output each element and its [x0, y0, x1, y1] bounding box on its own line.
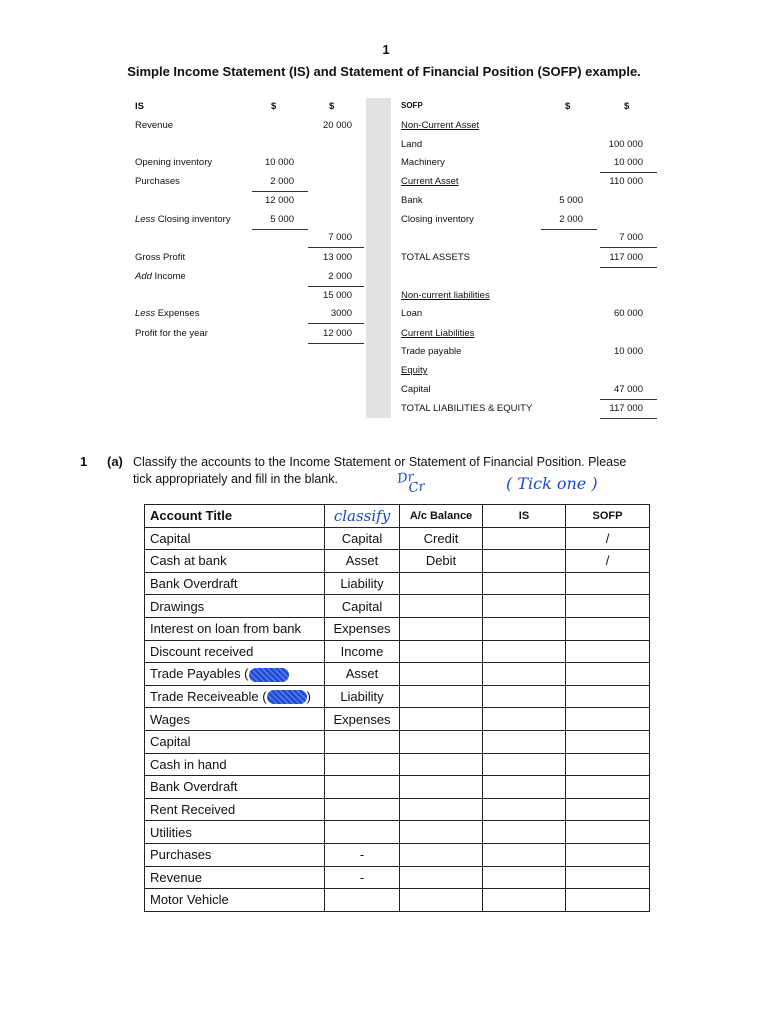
is-cell[interactable]: [483, 640, 566, 663]
sofp-text: /: [605, 553, 610, 569]
sofp-closing-inventory-value: 2 000: [559, 214, 583, 225]
account-title-text: Motor Vehicle: [150, 892, 229, 908]
is-rule: [308, 343, 364, 344]
sofp-tle-value: 117 000: [609, 403, 643, 414]
sofp-loan-label: Loan: [401, 308, 423, 319]
classify-text: -: [359, 847, 365, 863]
balance-cell[interactable]: [400, 617, 483, 640]
balance-cell[interactable]: [400, 663, 483, 686]
classify-cell[interactable]: [325, 708, 400, 731]
classify-cell[interactable]: [325, 527, 400, 550]
is-expenses-value: 3000: [330, 308, 352, 319]
is-less-word: Less: [135, 214, 156, 225]
table-header-row: [145, 505, 650, 528]
balance-cell[interactable]: [400, 550, 483, 573]
classify-text: Expenses: [333, 711, 391, 727]
account-title-cell: [145, 685, 325, 708]
sofp-capital-label: Capital: [401, 384, 431, 395]
sofp-nca-total: 110 000: [609, 176, 643, 187]
table-row: [145, 595, 650, 618]
sofp-cell[interactable]: [566, 708, 650, 731]
sofp-cell[interactable]: [566, 595, 650, 618]
is-rule: [252, 229, 308, 230]
account-title-cell: [145, 798, 325, 821]
is-heading: IS: [135, 101, 144, 112]
is-closing-inventory-value: 5 000: [270, 214, 294, 225]
sofp-ncl-label: Non-current liabilities: [401, 290, 490, 301]
sofp-bank-label: Bank: [401, 195, 423, 206]
sofp-trade-payable-label: Trade payable: [401, 346, 462, 357]
balance-cell[interactable]: [400, 821, 483, 844]
classify-text: Income: [340, 643, 384, 659]
table-row: [145, 889, 650, 912]
classify-text: Capital: [341, 530, 383, 546]
account-title-cell: [145, 572, 325, 595]
classify-cell[interactable]: [325, 821, 400, 844]
balance-cell[interactable]: [400, 753, 483, 776]
sofp-col2-currency: $: [624, 101, 630, 112]
account-title-cell: [145, 843, 325, 866]
classify-text: Asset: [345, 553, 379, 569]
balance-cell[interactable]: [400, 640, 483, 663]
sofp-capital-value: 47 000: [613, 384, 643, 395]
account-title-text: Bank Overdraft: [150, 576, 238, 592]
table-row: [145, 776, 650, 799]
handwritten-classify: classify: [333, 506, 391, 525]
header-account-title: Account Title: [145, 505, 325, 528]
sofp-cell[interactable]: [566, 572, 650, 595]
account-title-text: Discount received: [150, 643, 254, 659]
sofp-ca-label: Current Asset: [401, 176, 459, 187]
table-row: [145, 708, 650, 731]
account-title-cell: [145, 866, 325, 889]
is-expenses-text: Expenses: [155, 308, 200, 319]
page-number: 1: [382, 42, 390, 57]
question-part: (a): [107, 454, 123, 469]
sofp-cell[interactable]: [566, 753, 650, 776]
classify-text: Asset: [345, 666, 379, 682]
sofp-cell[interactable]: [566, 889, 650, 912]
table-row: [145, 753, 650, 776]
sofp-heading: SOFP: [401, 101, 423, 110]
account-title-text: Bank Overdraft: [150, 779, 238, 795]
account-title-cell: [145, 730, 325, 753]
header-sofp: SOFP: [566, 505, 650, 528]
is-closing-inventory-label: [135, 214, 231, 225]
sofp-total-assets-value: 117 000: [609, 252, 643, 263]
page-title: Simple Income Statement (IS) and Statement of Financial Position (SOFP) example.: [127, 64, 641, 79]
is-expenses-label: [135, 308, 199, 319]
classify-text: Liability: [340, 576, 384, 592]
classify-cell[interactable]: [325, 550, 400, 573]
account-title-text: Revenue: [150, 869, 203, 885]
table-row: [145, 663, 650, 686]
is-cell[interactable]: [483, 595, 566, 618]
balance-cell[interactable]: [400, 730, 483, 753]
sofp-tle-label: TOTAL LIABILITIES & EQUITY: [401, 403, 533, 414]
is-cell[interactable]: [483, 753, 566, 776]
is-opening-inventory-value: 10 000: [264, 157, 294, 168]
balance-cell[interactable]: [400, 685, 483, 708]
balance-cell[interactable]: [400, 843, 483, 866]
is-rule: [308, 286, 364, 287]
handwritten-dr: Dr: [396, 469, 415, 487]
sofp-cell[interactable]: [566, 640, 650, 663]
header-is: IS: [483, 505, 566, 528]
account-title-cell: [145, 708, 325, 731]
sofp-bank-value: 5 000: [559, 195, 583, 206]
balance-cell[interactable]: [400, 776, 483, 799]
question-line-1: Classify the accounts to the Income Statement or Statement of Financial Position. Please: [133, 455, 627, 469]
sofp-equity-label: Equity: [401, 365, 428, 376]
account-title-text: Cash in hand: [150, 756, 227, 772]
account-title-text: Capital: [150, 734, 191, 750]
sofp-ca-total: 7 000: [619, 232, 643, 243]
classify-cell[interactable]: [325, 866, 400, 889]
sofp-rule: [600, 172, 657, 173]
sofp-col1-currency: $: [565, 101, 571, 112]
table-row: [145, 730, 650, 753]
classify-cell[interactable]: [325, 730, 400, 753]
is-cell[interactable]: [483, 663, 566, 686]
is-cell[interactable]: [483, 843, 566, 866]
sofp-cell[interactable]: [566, 776, 650, 799]
account-title-text: Cash at bank: [150, 553, 227, 569]
is-cell[interactable]: [483, 730, 566, 753]
classify-text: -: [359, 869, 365, 885]
is-rule: [308, 247, 364, 248]
is-cell[interactable]: [483, 821, 566, 844]
account-title-text: Drawings: [150, 598, 205, 614]
table-row: [145, 866, 650, 889]
is-opening-inventory-label: Opening inventory: [135, 157, 213, 168]
classify-cell[interactable]: [325, 663, 400, 686]
sofp-rule: [600, 399, 657, 400]
account-title-cell: [145, 527, 325, 550]
scribble-mark: [267, 690, 307, 704]
table-row: [145, 640, 650, 663]
classify-cell[interactable]: [325, 685, 400, 708]
is-cell[interactable]: [483, 527, 566, 550]
sofp-closing-inventory-label: Closing inventory: [401, 214, 474, 225]
is-income-value: 2 000: [328, 271, 352, 282]
is-rule: [252, 191, 308, 192]
is-revenue-label: Revenue: [135, 120, 174, 131]
is-cell[interactable]: [483, 889, 566, 912]
sofp-land-value: 100 000: [608, 139, 643, 150]
table-row: [145, 843, 650, 866]
balance-cell[interactable]: [400, 572, 483, 595]
header-balance: A/c Balance: [400, 505, 483, 528]
classify-cell[interactable]: [325, 753, 400, 776]
is-cogs-value: 7 000: [328, 232, 352, 243]
account-title-text: Wages: [150, 711, 190, 727]
sofp-rule: [600, 267, 657, 268]
account-title-text: Trade Payables (: [150, 666, 249, 682]
classify-cell[interactable]: [325, 572, 400, 595]
account-title-cell: [145, 753, 325, 776]
is-less-word: Less: [135, 308, 156, 319]
is-income-label: [135, 271, 186, 282]
is-purchases-value: 2 000: [270, 176, 294, 187]
table-row: [145, 550, 650, 573]
sofp-land-label: Land: [401, 139, 423, 150]
table-row: [145, 527, 650, 550]
is-revenue-value: 20 000: [322, 120, 352, 131]
handwritten-tick-one: ( Tick one ): [506, 474, 598, 493]
account-title-text: Interest on loan from bank: [150, 621, 302, 637]
account-title-text: Purchases: [150, 847, 212, 863]
sofp-cell[interactable]: [566, 550, 650, 573]
is-subtotal-value: 12 000: [264, 195, 294, 206]
handwritten-cr: Cr: [407, 479, 426, 497]
account-title-cell: [145, 663, 325, 686]
is-cell[interactable]: [483, 572, 566, 595]
table-row: [145, 572, 650, 595]
sofp-machinery-value: 10 000: [613, 157, 643, 168]
question-line-2: tick appropriately and fill in the blank.: [133, 472, 338, 486]
sofp-machinery-label: Machinery: [401, 157, 445, 168]
classify-text: Liability: [340, 689, 384, 705]
is-cell[interactable]: [483, 866, 566, 889]
sofp-cell[interactable]: [566, 821, 650, 844]
header-classify: [325, 505, 400, 528]
balance-text: Credit: [423, 530, 459, 546]
is-purchases-label: Purchases: [135, 176, 180, 187]
is-rule: [308, 323, 364, 324]
question-number: 1: [80, 454, 88, 469]
is-cell[interactable]: [483, 708, 566, 731]
sofp-rule: [541, 229, 597, 230]
closing-paren: ): [306, 688, 311, 704]
is-add-word: Add: [135, 271, 152, 282]
account-title-text: Trade Receiveable (: [150, 688, 267, 704]
balance-cell[interactable]: [400, 595, 483, 618]
account-title-cell: [145, 595, 325, 618]
accounts-table: [144, 504, 650, 912]
is-gross-profit-value: 13 000: [322, 252, 352, 263]
classify-cell[interactable]: [325, 640, 400, 663]
classify-cell[interactable]: [325, 798, 400, 821]
is-col1-currency: $: [271, 101, 277, 112]
sofp-rule: [600, 418, 657, 419]
classify-cell[interactable]: [325, 776, 400, 799]
is-cell[interactable]: [483, 798, 566, 821]
classify-text: Expenses: [333, 621, 391, 637]
balance-cell[interactable]: [400, 866, 483, 889]
sofp-cell[interactable]: [566, 527, 650, 550]
classify-cell[interactable]: [325, 617, 400, 640]
classify-cell[interactable]: [325, 843, 400, 866]
is-closing-inventory-text: Closing inventory: [155, 214, 231, 225]
account-title-cell: [145, 640, 325, 663]
sofp-cell[interactable]: [566, 663, 650, 686]
is-cell[interactable]: [483, 685, 566, 708]
sofp-loan-value: 60 000: [613, 308, 643, 319]
balance-cell[interactable]: [400, 798, 483, 821]
account-title-cell: [145, 889, 325, 912]
is-gross-profit-label: Gross Profit: [135, 252, 186, 263]
sofp-total-assets-label: TOTAL ASSETS: [401, 252, 470, 263]
is-profit-label: Profit for the year: [135, 328, 208, 339]
table-row: [145, 685, 650, 708]
separator-band: [366, 98, 391, 418]
account-title-cell: [145, 617, 325, 640]
sofp-cell[interactable]: [566, 843, 650, 866]
is-cell[interactable]: [483, 776, 566, 799]
scribble-mark: [249, 668, 289, 682]
account-title-cell: [145, 776, 325, 799]
is-total-value: 15 000: [322, 290, 352, 301]
sofp-cell[interactable]: [566, 617, 650, 640]
sofp-nca-label: Non-Current Asset: [401, 120, 480, 131]
is-profit-value: 12 000: [322, 328, 352, 339]
balance-text: Debit: [425, 553, 457, 569]
balance-cell[interactable]: [400, 889, 483, 912]
account-title-text: Rent Received: [150, 802, 236, 818]
sofp-cell[interactable]: [566, 685, 650, 708]
table-row: [145, 617, 650, 640]
sofp-cell[interactable]: [566, 866, 650, 889]
sofp-text: /: [605, 530, 610, 546]
classify-cell[interactable]: [325, 889, 400, 912]
sofp-cell[interactable]: [566, 798, 650, 821]
account-title-text: Utilities: [150, 824, 192, 840]
is-col2-currency: $: [329, 101, 335, 112]
classify-cell[interactable]: [325, 595, 400, 618]
balance-cell[interactable]: [400, 527, 483, 550]
is-income-text: Income: [151, 271, 186, 282]
handwritten-dr-cr: [397, 470, 426, 495]
balance-cell[interactable]: [400, 708, 483, 731]
account-title-text: Capital: [150, 530, 191, 546]
sofp-rule: [600, 247, 657, 248]
is-cell[interactable]: [483, 617, 566, 640]
table-row: [145, 798, 650, 821]
account-title-cell: [145, 821, 325, 844]
sofp-trade-payable-value: 10 000: [613, 346, 643, 357]
classify-text: Capital: [341, 598, 383, 614]
account-title-cell: [145, 550, 325, 573]
sofp-cl-label: Current Liabilities: [401, 328, 475, 339]
table-row: [145, 821, 650, 844]
sofp-cell[interactable]: [566, 730, 650, 753]
is-cell[interactable]: [483, 550, 566, 573]
